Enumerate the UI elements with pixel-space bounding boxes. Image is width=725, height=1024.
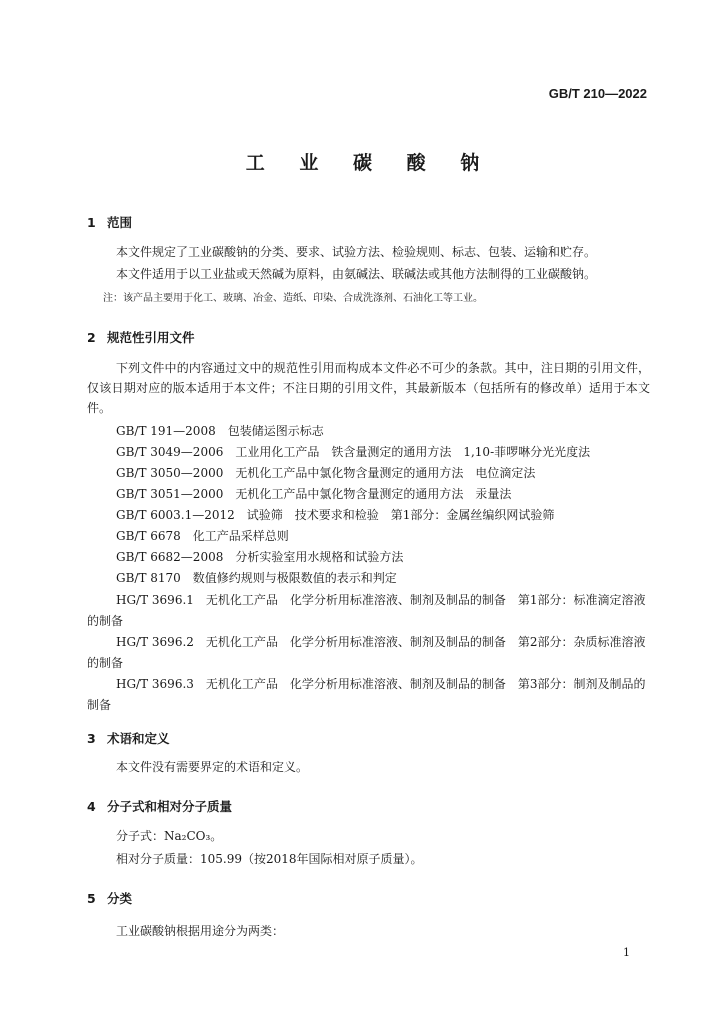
section-number: 1: [87, 215, 96, 230]
reference-item: GB/T 3051—2000 无机化工产品中氯化物含量测定的通用方法 汞量法: [116, 487, 512, 501]
reference-item: HG/T 3696.3 无机化工产品 化学分析用标准溶液、制剂及制品的制备 第3部分：制剂及制品的制备: [87, 677, 646, 712]
reference-item: GB/T 6003.1—2012 试验筛 技术要求和检验 第1部分：金属丝编织网试验筛: [116, 508, 555, 522]
section-2-heading: [87, 328, 195, 346]
section-title: 术语和定义: [107, 731, 170, 746]
scope-paragraph-1: 本文件规定了工业碳酸钠的分类、要求、试验方法、检验规则、标志、包装、运输和贮存。: [116, 245, 597, 259]
section-number: 3: [87, 731, 96, 746]
section-5-heading: [87, 889, 132, 907]
section-number: 2: [87, 330, 96, 345]
classification-paragraph: 工业碳酸钠根据用途分为两类：: [116, 924, 285, 938]
reference-item: HG/T 3696.2 无机化工产品 化学分析用标准溶液、制剂及制品的制备 第2部分：杂质标准溶液的制备: [87, 635, 646, 670]
formula-label: 分子式：: [116, 829, 165, 843]
reference-item: HG/T 3696.1 无机化工产品 化学分析用标准溶液、制剂及制品的制备 第1部分：标准滴定溶液的制备: [87, 593, 646, 628]
section-title: 分类: [107, 891, 133, 906]
section-title: 范围: [107, 215, 133, 230]
section-number: 5: [87, 891, 96, 906]
scope-paragraph-2: 本文件适用于以工业盐或天然碱为原料，由氨碱法、联碱法或其他方法制得的工业碳酸钠。: [116, 267, 597, 281]
section-title: 分子式和相对分子质量: [107, 799, 233, 814]
section-1-heading: [87, 213, 132, 231]
section-title: 规范性引用文件: [107, 330, 195, 345]
terms-paragraph: 本文件没有需要界定的术语和定义。: [116, 760, 309, 774]
relative-molecular-mass: 相对分子质量：105.99（按2018年国际相对原子质量）。: [116, 852, 423, 866]
molecular-formula: [116, 827, 222, 844]
reference-item: GB/T 191—2008 包装储运图示标志: [116, 424, 324, 438]
standard-number: GB/T 210—2022: [548, 86, 647, 101]
reference-item: GB/T 6678 化工产品采样总则: [116, 529, 289, 543]
reference-item: GB/T 3049—2006 工业用化工产品 铁含量测定的通用方法 1,10-菲啰啉分光光度法: [116, 445, 591, 459]
section-4-heading: [87, 797, 232, 815]
formula-value: Na₂CO₃。: [164, 829, 223, 843]
page-number: 1: [623, 946, 630, 959]
reference-item: GB/T 3050—2000 无机化工产品中氯化物含量测定的通用方法 电位滴定法: [116, 466, 536, 480]
document-title: 工 业 碳 酸 钠: [245, 152, 494, 174]
reference-item: GB/T 8170 数值修约规则与极限数值的表示和判定: [116, 571, 397, 585]
reference-item: GB/T 6682—2008 分析实验室用水规格和试验方法: [116, 550, 404, 564]
references-intro: 下列文件中的内容通过文中的规范性引用而构成本文件必不可少的条款。其中，注日期的引用文件，仅该日期对应的版本适用于本文件；不注日期的引用文件，其最新版本（包括所有的修改单）适用于本文件。: [87, 361, 650, 415]
section-number: 4: [87, 799, 96, 814]
scope-note: 注：该产品主要用于化工、玻璃、冶金、造纸、印染、合成洗涤剂、石油化工等工业。: [103, 293, 483, 304]
section-3-heading: [87, 729, 170, 747]
